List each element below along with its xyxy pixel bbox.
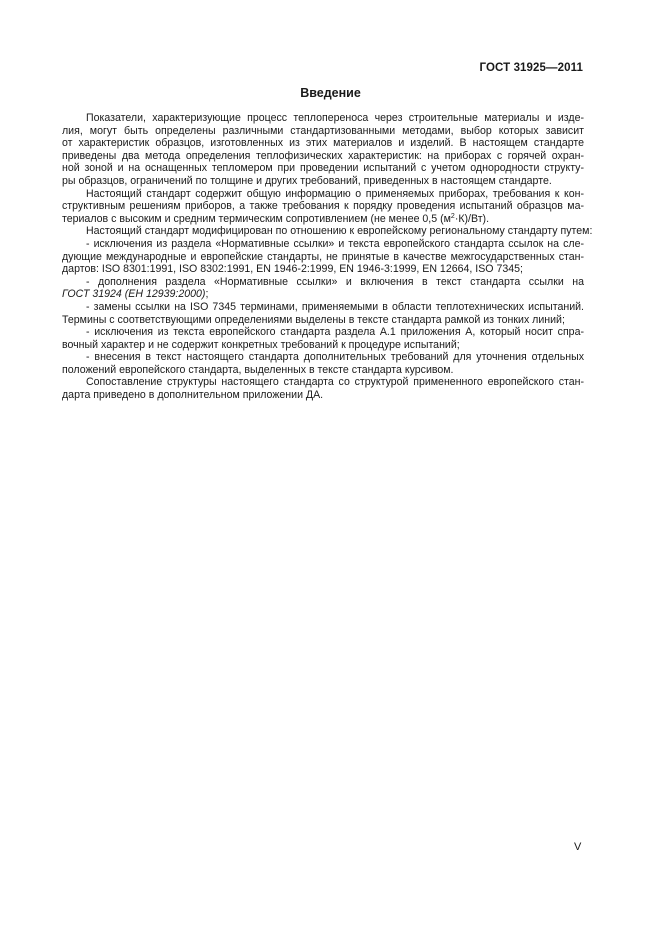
list-item bbox=[62, 238, 584, 276]
section-title: Введение bbox=[300, 86, 361, 100]
text-line: дарта приведено в дополнительном приложении ДА. bbox=[62, 389, 324, 402]
text-line: ной зоной и на оснащенных тепломером при проведении испытаний с учетом однородности структу- bbox=[62, 162, 584, 175]
text-line: - исключения из текста европейского стандарта раздела А.1 приложения А, который носит спра- bbox=[86, 326, 584, 339]
text-line bbox=[62, 288, 584, 301]
text-line: приведены два метода определения теплофизических характеристик: на приборах с горячей охран- bbox=[62, 149, 584, 162]
list-item bbox=[62, 301, 584, 326]
text-line: дартов: ISO 8301:1991, ISO 8302:1991, EN 1946-2:1999, EN 1946-3:1999, EN 12664, ISO 7345; bbox=[62, 263, 523, 276]
superscript: 2 bbox=[450, 212, 455, 220]
text-line: - замены ссылки на ISO 7345 терминами, применяемыми в области теплотехнических испытаний. bbox=[86, 300, 584, 313]
text-line: Настоящий стандарт содержит общую информацию о применяемых приборах, требования к кон- bbox=[86, 187, 584, 200]
paragraph-comparison bbox=[62, 376, 584, 401]
paragraph-scope bbox=[62, 188, 584, 226]
list-item bbox=[62, 326, 584, 351]
text-line: структивным решениям приборов, а также требования к порядку проведения испытаний образцов ма- bbox=[62, 200, 584, 213]
text-line: лия, могут быть определены различными стандартизованными методами, выбор которых зависит bbox=[62, 124, 584, 137]
text-fragment: ; bbox=[205, 288, 209, 301]
document-code: ГОСТ 31925—2011 bbox=[479, 62, 583, 74]
paragraph-modification bbox=[62, 225, 593, 238]
paragraph-intro bbox=[62, 112, 584, 188]
text-line: Настоящий стандарт модифицирован по отношению к европейскому региональному стандарту путем: bbox=[86, 225, 593, 238]
list-item bbox=[62, 351, 584, 376]
text-line: Показатели, характеризующие процесс теплопереноса через строительные материалы и изде- bbox=[86, 112, 584, 124]
text-line bbox=[62, 213, 584, 226]
text-line: Сопоставление структуры настоящего стандарта со структурой примененного европейского стан- bbox=[86, 376, 584, 389]
text-line: - исключения из раздела «Нормативные ссылки» и текста европейского стандарта ссылок на сле- bbox=[86, 237, 584, 250]
text-line: - дополнения раздела «Нормативные ссылки» и включения в текст стандарта ссылки на bbox=[86, 275, 584, 288]
text-fragment: ·К)/Вт). bbox=[454, 212, 490, 225]
text-line: ры образцов, ограничений по толщине и других требований, приведенных в настоящем стандарте. bbox=[62, 174, 552, 187]
text-line: дующие международные и европейские стандарты, не принятые в качестве межгосударственных стан- bbox=[62, 250, 584, 263]
list-item bbox=[62, 276, 584, 301]
standard-reference: ГОСТ 31924 (ЕН 12939:2000) bbox=[62, 288, 206, 301]
page-number: V bbox=[574, 841, 582, 853]
text-fragment: териалов с высоким и средним термическим сопротивлением (не менее 0,5 (м bbox=[62, 212, 451, 225]
document-body bbox=[62, 112, 593, 402]
text-line: вочный характер и не содержит конкретных требований к процедуре испытаний; bbox=[62, 338, 460, 351]
text-line: Термины с соответствующими определениями выделены в тексте стандарта рамкой из тонких линий; bbox=[62, 313, 565, 326]
text-line: положений европейского стандарта, выделенных в тексте стандарта курсивом. bbox=[62, 363, 454, 376]
text-line: - внесения в текст настоящего стандарта дополнительных требований для уточнения отдельных bbox=[86, 351, 584, 364]
text-line: от характеристик образцов, изготовленных из этих материалов и изделий. В настоящем стандарте bbox=[62, 137, 584, 150]
